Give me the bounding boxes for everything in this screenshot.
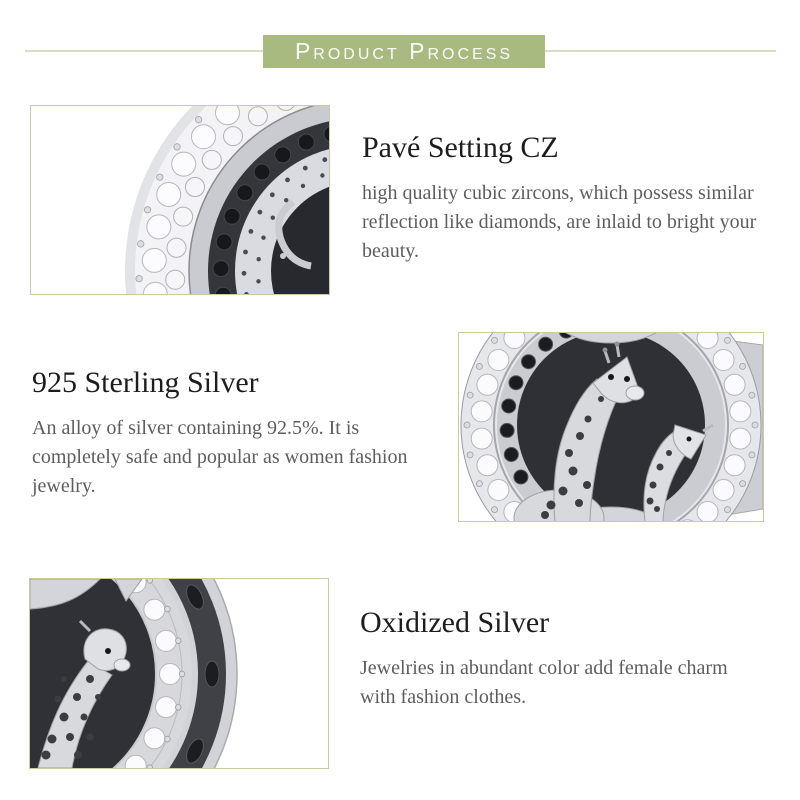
giraffe-charm-front-photo — [458, 332, 764, 522]
oxidized-silver-text-block — [360, 606, 764, 712]
giraffe-charm-side-illustration — [30, 579, 328, 768]
section-heading: Oxidized Silver — [360, 606, 550, 639]
giraffe-charm-side-photo — [29, 578, 329, 769]
sterling-silver-text-block — [32, 366, 412, 501]
header-divider-right — [545, 50, 776, 52]
section-heading: 925 Sterling Silver — [32, 366, 259, 399]
section-body: An alloy of silver containing 92.5%. It is completely safe and popular as women fashion jewelry. — [32, 416, 408, 497]
pave-cz-illustration — [31, 106, 329, 294]
header-divider-left — [25, 50, 263, 52]
section-heading: Pavé Setting CZ — [362, 131, 559, 164]
section-body: Jewelries in abundant color add female charm with fashion clothes. — [360, 656, 728, 708]
pave-cz-text-block — [362, 131, 762, 266]
page-title-banner — [263, 35, 545, 68]
section-body: high quality cubic zircons, which possess similar reflection like diamonds, are inlaid to bright your beauty. — [362, 181, 757, 262]
pave-cz-closeup-photo — [30, 105, 330, 295]
giraffe-charm-front-illustration — [459, 333, 763, 521]
page-title: Product Process — [294, 38, 514, 64]
